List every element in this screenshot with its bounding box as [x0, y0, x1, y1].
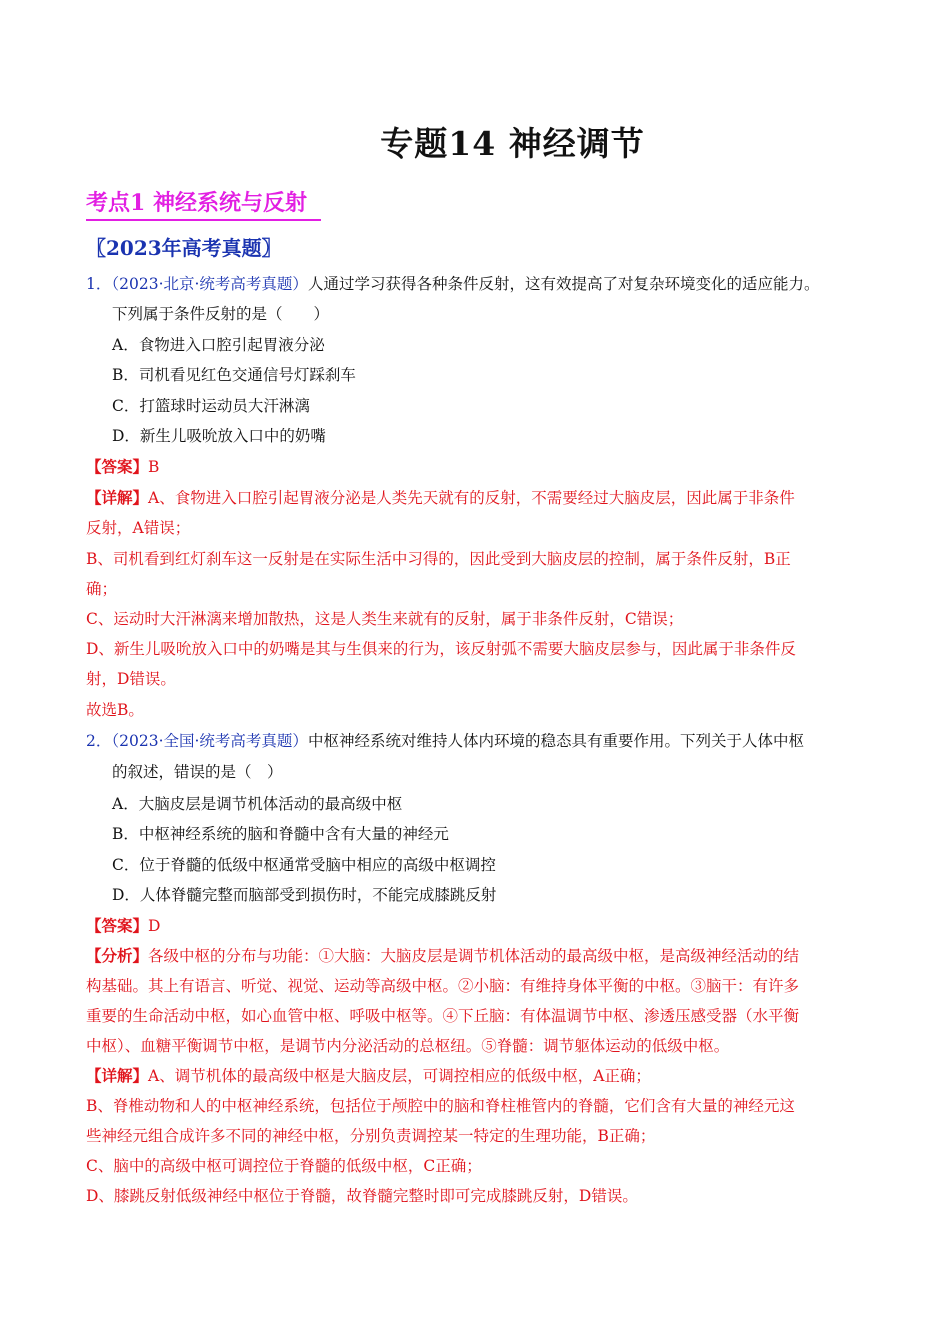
- q2-detail-tag: 【详解】: [86, 1066, 149, 1085]
- q2-analysis-line: 构基础。其上有语言、听觉、视觉、运动等高级中枢。②小脑：有维持身体平衡的中枢。③脑干：有许多: [86, 977, 800, 995]
- q1-detail-line: [86, 488, 795, 508]
- q1-number: 1．: [86, 275, 112, 293]
- q1-answer: [86, 457, 159, 477]
- q1-detail-line: 反射，A错误；: [86, 519, 191, 537]
- q2-answer-value: D: [148, 917, 161, 935]
- q1-stem-line2: 下列属于条件反射的是（ ）: [112, 305, 330, 323]
- q2-detail-line: [86, 1066, 651, 1086]
- q2-stem-line2: 的叙述，错误的是（ ）: [112, 763, 283, 781]
- q1-detail-line: D、新生儿吸吮放入口中的奶嘴是其与生俱来的行为，该反射弧不需要大脑皮层参与，因此属于非条件反: [86, 640, 796, 658]
- q1-stem-text: 人通过学习获得各种条件反射，这有效提高了对复杂环境变化的适应能力。: [307, 275, 820, 293]
- q2-number: 2．: [86, 732, 112, 750]
- q1-detail-tag: 【详解】: [86, 488, 149, 507]
- q2-option-a: A．大脑皮层是调节机体活动的最高级中枢: [112, 795, 403, 813]
- q2-answer: [86, 916, 160, 936]
- q1-detail-line: 确；: [86, 580, 118, 598]
- q2-answer-tag: 【答案】: [86, 916, 149, 935]
- q1-option-d: D．新生儿吸吮放入口中的奶嘴: [112, 427, 326, 445]
- q2-option-b: B．中枢神经系统的脑和脊髓中含有大量的神经元: [112, 825, 449, 843]
- q2-source: （2023·全国·统考高考真题）: [111, 732, 308, 750]
- q1-detail-line: B、司机看到红灯刹车这一反射是在实际生活中习得的，因此受到大脑皮层的控制，属于条件反射，B正: [86, 550, 791, 568]
- q1-detail-line: 射，D错误。: [86, 670, 176, 688]
- q2-option-c: C．位于脊髓的低级中枢通常受脑中相应的高级中枢调控: [112, 856, 496, 874]
- subsection-heading: 〖2023年高考真题〗: [86, 236, 282, 260]
- q1-stem-line1: [86, 274, 819, 294]
- q1-conclusion: 故选B。: [86, 701, 144, 719]
- section-heading: 考点1 神经系统与反射: [86, 186, 321, 221]
- q1-answer-value: B: [148, 458, 160, 476]
- q2-stem-line1: [86, 731, 804, 751]
- q2-detail-text: A、调节机体的最高级中枢是大脑皮层，可调控相应的低级中枢，A正确；: [148, 1067, 651, 1085]
- q2-option-d: D．人体脊髓完整而脑部受到损伤时，不能完成膝跳反射: [112, 886, 497, 904]
- q1-detail-text: A、食物进入口腔引起胃液分泌是人类先天就有的反射，不需要经过大脑皮层，因此属于非条件: [148, 489, 795, 507]
- q2-analysis-line: 重要的生命活动中枢，如心血管中枢、呼吸中枢等。④下丘脑：有体温调节中枢、渗透压感受器（水平衡: [86, 1007, 800, 1025]
- q2-detail-line: D、膝跳反射低级神经中枢位于脊髓，故脊髓完整时即可完成膝跳反射，D错误。: [86, 1187, 638, 1205]
- q1-option-c: C．打篮球时运动员大汗淋漓: [112, 397, 310, 415]
- q2-detail-line: B、脊椎动物和人的中枢神经系统，包括位于颅腔中的脑和脊柱椎管内的脊髓，它们含有大量的神经元这: [86, 1097, 795, 1115]
- page-title: 专题14 神经调节: [380, 124, 645, 163]
- q2-analysis-line: [86, 946, 799, 966]
- q2-detail-line: C、脑中的高级中枢可调控位于脊髓的低级中枢，C正确；: [86, 1157, 482, 1175]
- q2-detail-line: 些神经元组合成许多不同的神经中枢，分别负责调控某一特定的生理功能，B正确；: [86, 1127, 656, 1145]
- q2-stem-text: 中枢神经系统对维持人体内环境的稳态具有重要作用。下列关于人体中枢: [307, 732, 804, 750]
- q1-option-b: B．司机看见红色交通信号灯踩刹车: [112, 366, 356, 384]
- q1-detail-line: C、运动时大汗淋漓来增加散热，这是人类生来就有的反射，属于非条件反射，C错误；: [86, 610, 684, 628]
- q1-source: （2023·北京·统考高考真题）: [111, 275, 308, 293]
- q2-analysis-line: 中枢）、血糖平衡调节中枢，是调节内分泌活动的总枢纽。⑤脊髓：调节躯体运动的低级中枢。: [86, 1037, 730, 1055]
- q2-analysis-text: 各级中枢的分布与功能：①大脑：大脑皮层是调节机体活动的最高级中枢，是高级神经活动的结: [148, 947, 800, 965]
- q1-option-a: A．食物进入口腔引起胃液分泌: [112, 336, 325, 354]
- q1-answer-tag: 【答案】: [86, 457, 149, 476]
- q2-analysis-tag: 【分析】: [86, 946, 149, 965]
